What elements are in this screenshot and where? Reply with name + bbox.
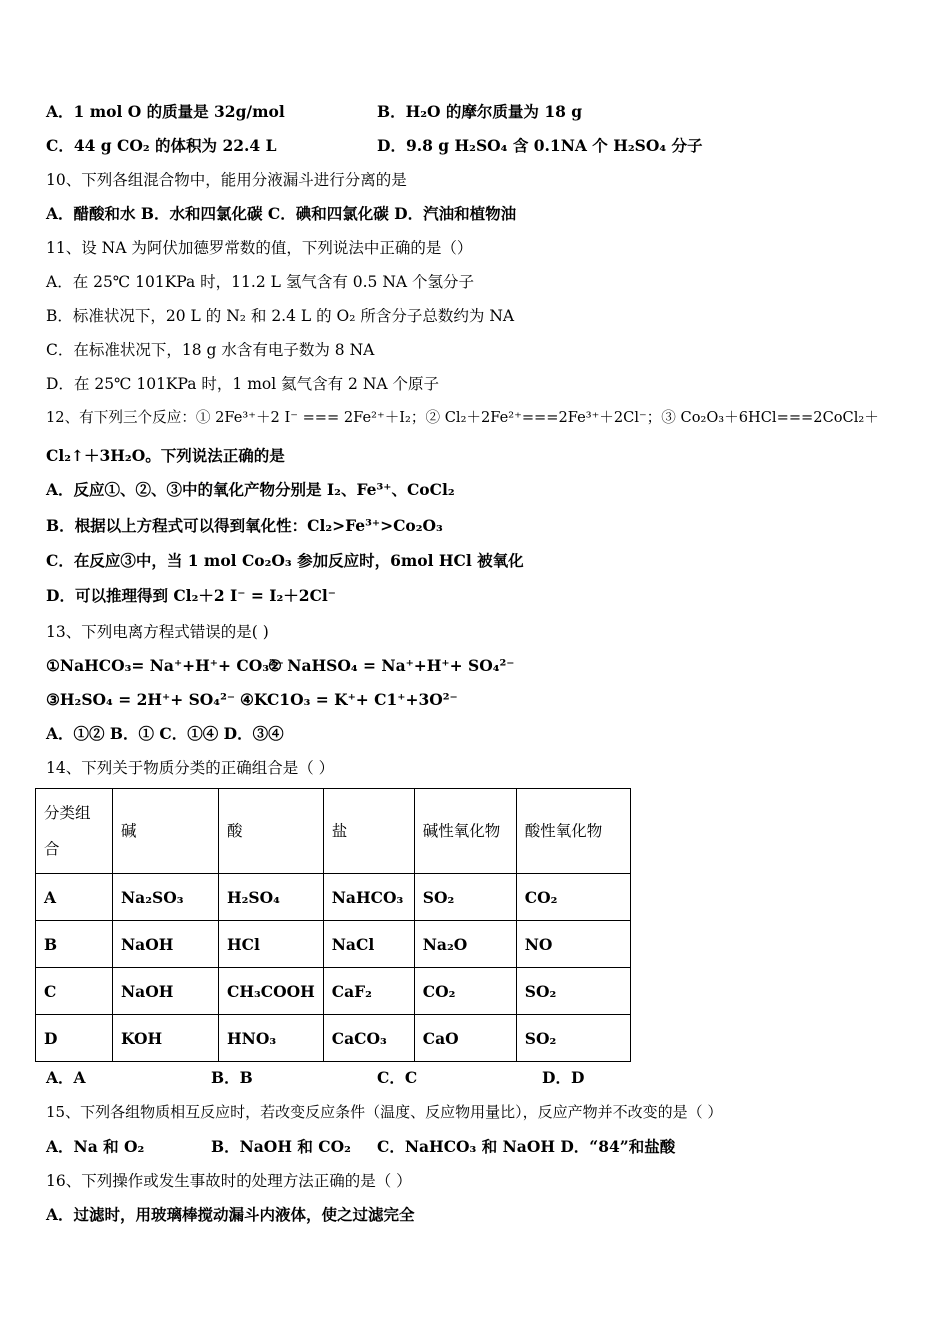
q9-option-c: C．44 g CO₂ 的体积为 22.4 L: [46, 136, 277, 155]
q16-option-a: A．过滤时，用玻璃棒搅动漏斗内液体，使之过滤完全: [46, 1205, 415, 1224]
q14-option-c: C．C: [377, 1068, 418, 1087]
q15-stem: 15、下列各组物质相互反应时，若改变反应条件（温度、反应物用量比），反应产物并不改变的是（ ）: [46, 1103, 723, 1121]
q13-eq1: ①NaHCO₃= Na⁺+H⁺+ CO₃²⁻: [46, 656, 284, 675]
classification-table: [35, 788, 631, 1062]
q14-option-b: B．B: [211, 1068, 253, 1087]
q11-option-c: C．在标准状况下，18 g 水含有电子数为 8 NA: [46, 341, 375, 359]
table-row: [36, 921, 631, 968]
table-cell: KOH: [113, 1015, 219, 1062]
q13-eq4: ④KC1O₃ = K⁺+ C1⁺+3O²⁻: [240, 690, 458, 709]
table-cell: B: [36, 921, 113, 968]
q11-option-a: A．在 25℃ 101KPa 时，11.2 L 氢气含有 0.5 NA 个氢分子: [46, 273, 475, 291]
table-row: [36, 1015, 631, 1062]
q10-stem: 10、下列各组混合物中，能用分液漏斗进行分离的是: [46, 171, 407, 189]
table-cell: HCl: [219, 921, 324, 968]
q14-option-d: D．D: [542, 1068, 585, 1087]
q11-stem: 11、设 NA 为阿伏加德罗常数的值，下列说法中正确的是（）: [46, 239, 473, 257]
table-cell: Na₂O: [414, 921, 516, 968]
table-row: [36, 968, 631, 1015]
table-cell: NO: [516, 921, 630, 968]
table-cell: CaF₂: [323, 968, 414, 1015]
table-cell: NaOH: [113, 921, 219, 968]
q14-stem: 14、下列关于物质分类的正确组合是（ ）: [46, 759, 335, 777]
q11-option-d: D．在 25℃ 101KPa 时，1 mol 氦气含有 2 NA 个原子: [46, 375, 440, 393]
table-header-cell: 盐: [323, 789, 414, 874]
q12-option-d: D．可以推理得到 Cl₂＋2 I⁻ = I₂＋2Cl⁻: [46, 586, 336, 605]
table-cell: SO₂: [516, 1015, 630, 1062]
q14-option-a: A．A: [46, 1068, 86, 1087]
q15-option-cd: C．NaHCO₃ 和 NaOH D．“84”和盐酸: [377, 1137, 676, 1156]
q15-option-a: A．Na 和 O₂: [46, 1137, 145, 1156]
table-cell: CO₂: [414, 968, 516, 1015]
table-cell: NaCl: [323, 921, 414, 968]
q16-stem: 16、下列操作或发生事故时的处理方法正确的是（ ）: [46, 1172, 412, 1190]
table-cell: CO₂: [516, 874, 630, 921]
table-header-cell: 分类组合: [36, 789, 113, 874]
table-cell: A: [36, 874, 113, 921]
table-cell: HNO₃: [219, 1015, 324, 1062]
table-header-cell: 酸: [219, 789, 324, 874]
table-row: [36, 874, 631, 921]
q13-eq2: ② NaHSO₄ = Na⁺+H⁺+ SO₄²⁻: [268, 656, 515, 675]
q13-eq3: ③H₂SO₄ = 2H⁺+ SO₄²⁻: [46, 690, 236, 709]
table-cell: NaOH: [113, 968, 219, 1015]
table-cell: C: [36, 968, 113, 1015]
table-cell: Na₂SO₃: [113, 874, 219, 921]
q13-options: A．①② B．① C．①④ D．③④: [46, 724, 284, 743]
q12-stem-line1: 12、有下列三个反应：① 2Fe³⁺＋2 I⁻ === 2Fe²⁺＋I₂；② Cl₂＋2Fe²⁺===2Fe³⁺＋2Cl⁻；③ Co₂O₃＋6HCl===2CoCl₂＋: [46, 409, 879, 426]
q12-option-a: A．反应①、②、③中的氧化产物分别是 I₂、Fe³⁺、CoCl₂: [46, 480, 455, 499]
q12-option-c: C．在反应③中，当 1 mol Co₂O₃ 参加反应时，6mol HCl 被氧化: [46, 551, 524, 570]
table-header-cell: 碱: [113, 789, 219, 874]
table-cell: NaHCO₃: [323, 874, 414, 921]
table-cell: CaCO₃: [323, 1015, 414, 1062]
q9-option-d: D．9.8 g H₂SO₄ 含 0.1NA 个 H₂SO₄ 分子: [377, 136, 703, 155]
q10-options: A．醋酸和水 B．水和四氯化碳 C．碘和四氯化碳 D．汽油和植物油: [46, 204, 517, 223]
q15-option-b: B．NaOH 和 CO₂: [211, 1137, 351, 1156]
table-cell: H₂SO₄: [219, 874, 324, 921]
q12-option-b: B．根据以上方程式可以得到氧化性：Cl₂>Fe³⁺>Co₂O₃: [46, 516, 443, 535]
q12-stem-line2: Cl₂↑＋3H₂O。下列说法正确的是: [46, 446, 285, 465]
table-cell: SO₂: [414, 874, 516, 921]
q11-option-b: B．标准状况下，20 L 的 N₂ 和 2.4 L 的 O₂ 所含分子总数约为 NA: [46, 307, 515, 325]
table-cell: SO₂: [516, 968, 630, 1015]
table-header-cell: 酸性氧化物: [516, 789, 630, 874]
table-cell: CH₃COOH: [219, 968, 324, 1015]
table-cell: D: [36, 1015, 113, 1062]
q9-option-b: B．H₂O 的摩尔质量为 18 g: [377, 102, 583, 121]
q9-option-a: A．1 mol O 的质量是 32g/mol: [46, 102, 285, 121]
q13-stem: 13、下列电离方程式错误的是( ): [46, 623, 269, 641]
table-cell: CaO: [414, 1015, 516, 1062]
table-header-row: [36, 789, 631, 874]
table-header-cell: 碱性氧化物: [414, 789, 516, 874]
